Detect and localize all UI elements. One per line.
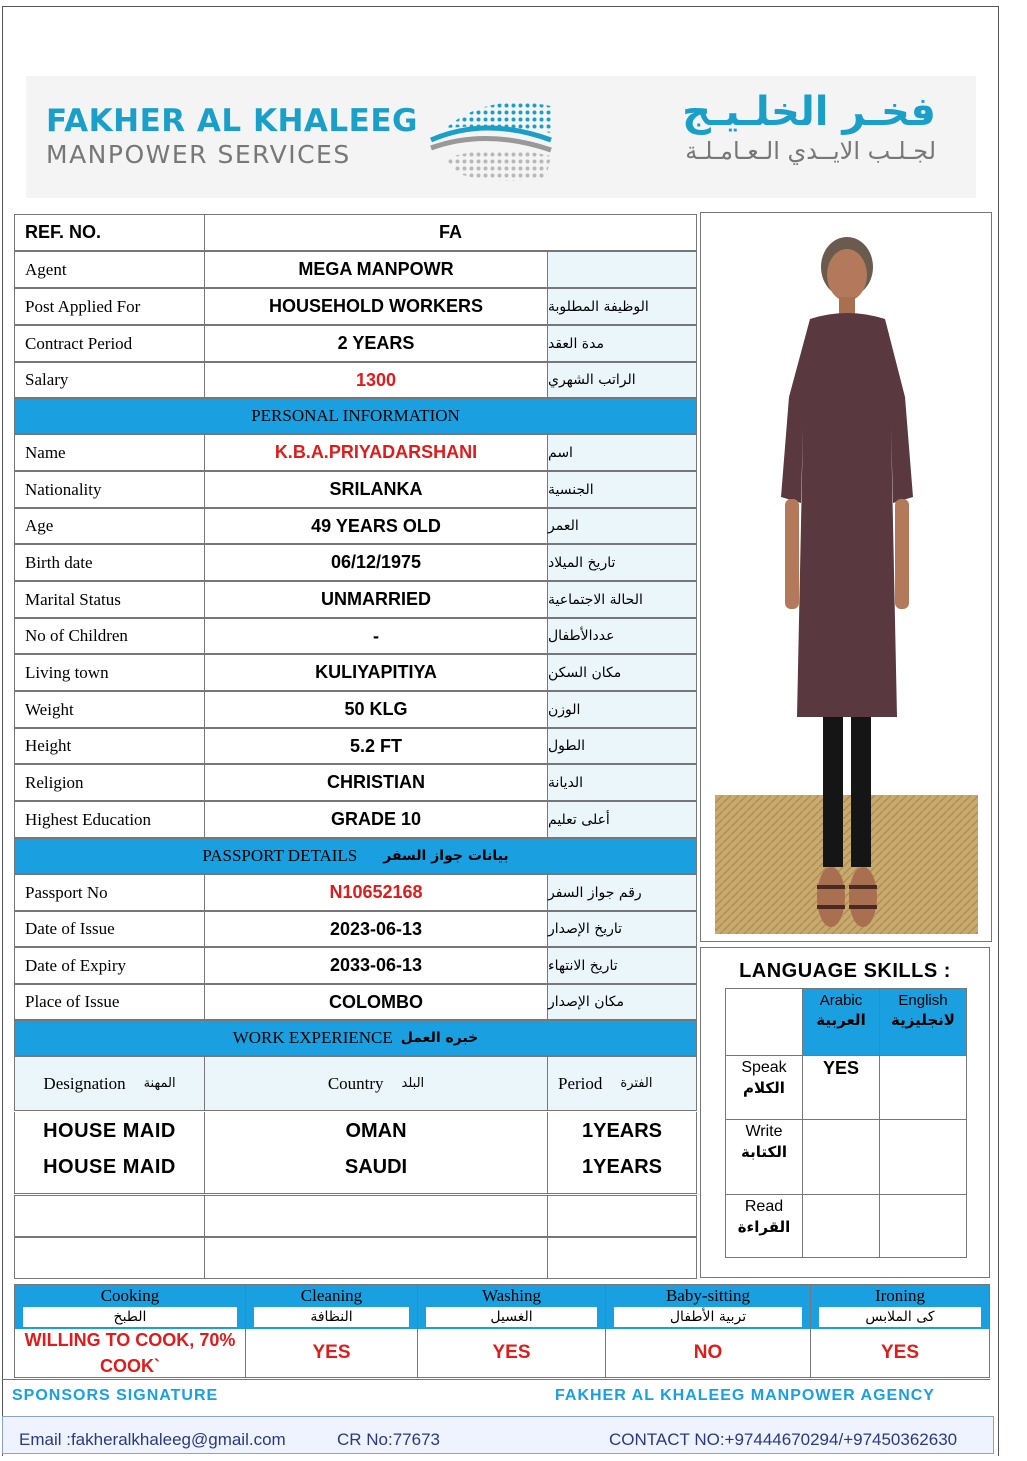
duty-column-ironing [811,1285,989,1377]
duty-label: Ironing [874,1286,926,1305]
field-label: Passport No [14,874,205,911]
field-label-arabic: الحالة الاجتماعية [547,581,697,618]
field-value: 2033-06-13 [204,947,548,984]
work-designation: HOUSE MAID [14,1112,205,1150]
duty-value: WILLING TO COOK, 70% COOK` [24,1330,236,1376]
field-value: GRADE 10 [204,801,548,838]
row-label-arabic: القراءة [737,1217,791,1236]
salary-value: 1300 [204,362,548,398]
table-row-salary [14,362,697,398]
section-title: WORK EXPERIENCE [232,1028,393,1047]
table-row-contract [14,325,697,362]
field-label-arabic: الوظيفة المطلوبة [547,288,697,325]
passport-number-value: N10652168 [204,874,548,911]
field-value: COLOMBO [204,984,548,1020]
duty-column-cleaning [246,1285,418,1377]
table-row-agent [14,251,697,288]
header-label: Arabic [819,992,863,1009]
field-label-arabic: تاريخ الميلاد [547,544,697,581]
work-experience-row [14,1112,697,1150]
table-row-town [14,654,697,691]
field-label-arabic: أعلى تعليم [547,801,697,838]
company-header [26,76,976,198]
brand-name: FAKHER AL KHALEEG [46,103,418,139]
agency-signature-label: FAKHER AL KHALEEG MANPOWER AGENCY [555,1387,935,1404]
table-row-nationality [14,471,697,508]
speak-english-value [879,1055,967,1120]
header-label-arabic: الفترة [620,1076,653,1091]
field-value: 06/12/1975 [204,544,548,581]
work-country: OMAN [204,1112,548,1150]
field-value: 5.2 FT [204,728,548,764]
work-country: SAUDI [204,1150,548,1193]
field-label-arabic: مدة العقد [547,325,697,362]
corner-cell [725,988,803,1056]
field-value: UNMARRIED [204,581,548,618]
empty-cell [14,1237,205,1279]
duty-label: Cooking [100,1286,160,1305]
field-label-arabic: الديانة [547,764,697,801]
table-row-passport-no [14,874,697,911]
field-label-arabic: الجنسية [547,471,697,508]
speak-arabic-value: YES [802,1055,880,1120]
brand-subtitle-arabic: لجـلـب الايــدي الـعـامـلـة [685,137,936,165]
duty-label-arabic: كى الملابس [819,1307,981,1327]
row-label-write [725,1119,803,1195]
field-label-arabic: عددالأطفال [547,618,697,654]
section-title: PERSONAL INFORMATION [251,406,460,425]
duty-header [418,1285,605,1329]
duty-label: Baby-sitting [665,1286,751,1305]
table-row-weight [14,691,697,728]
row-label: Read [744,1198,784,1215]
field-label-arabic: اسم [547,434,697,471]
field-label-arabic: مكان الإصدار [547,984,697,1020]
field-label: Name [14,434,205,471]
applicant-photo-frame [700,212,992,942]
field-label: Living town [14,654,205,691]
table-row-post [14,288,697,325]
ref-value: FA [204,214,697,251]
contact-number-text: CONTACT NO:+97444670294/+97450362630 [609,1430,958,1449]
work-period: 1YEARS [547,1112,697,1150]
duty-label-arabic: النظافة [254,1307,409,1327]
table-row-ref [14,214,697,251]
section-title-arabic: خبره العمل [400,1030,479,1046]
field-label-arabic: الطول [547,728,697,764]
language-skills-panel [700,947,990,1278]
brand-subtitle: MANPOWER SERVICES [46,140,351,169]
header-label-arabic: البلد [401,1076,425,1091]
work-designation: HOUSE MAID [14,1150,205,1193]
field-label: Post Applied For [14,288,205,325]
language-skills-title: LANGUAGE SKILLS : [739,960,951,982]
duty-column-cooking [15,1285,246,1377]
empty-cell [204,1195,548,1237]
field-label-arabic: رقم جواز السفر [547,874,697,911]
empty-cell [204,1237,548,1279]
row-label: Speak [741,1059,787,1076]
work-period: 1YEARS [547,1150,697,1193]
table-row-height [14,728,697,764]
read-english-value [879,1194,967,1258]
table-row-issue-place [14,984,697,1020]
work-experience-row-empty [14,1237,697,1279]
table-row-expiry-date [14,947,697,984]
section-title: PASSPORT DETAILS [202,846,358,865]
section-title-arabic: بيانات جواز السفر [383,848,509,864]
field-value: MEGA MANPOWR [204,251,548,288]
empty-cell [547,1195,697,1237]
work-experience-row-empty [14,1195,697,1237]
signature-row [2,1379,990,1412]
header-label: Period [558,1073,603,1093]
table-row-name [14,434,697,471]
table-row-education [14,801,697,838]
duty-value: YES [492,1342,531,1363]
field-label-arabic [547,251,697,288]
contact-footer [2,1416,994,1454]
field-value: - [204,618,548,654]
section-header-personal [14,398,697,434]
sponsor-signature-label: SPONSORS SIGNATURE [12,1387,219,1404]
duty-value: YES [880,1342,920,1363]
work-experience-row [14,1150,697,1194]
field-label: Contract Period [14,325,205,362]
name-value: K.B.A.PRIYADARSHANI [204,434,548,471]
field-label-arabic: تاريخ الإصدار [547,911,697,947]
field-label: Religion [14,764,205,801]
empty-cell [547,1237,697,1279]
field-label: Age [14,508,205,544]
email-text: Email :fakheralkhaleeg@gmail.com [19,1430,286,1449]
field-label: Birth date [14,544,205,581]
header-label: Designation [43,1073,126,1093]
field-label: Marital Status [14,581,205,618]
field-label: Agent [14,251,205,288]
table-row-issue-date [14,911,697,947]
table-row-marital [14,581,697,618]
table-row-religion [14,764,697,801]
table-row-birthdate [14,544,697,581]
field-label-arabic: الراتب الشهري [547,362,697,398]
header-label: English [898,992,948,1009]
brand-english [46,103,418,170]
duty-header [15,1285,245,1329]
column-header-english [879,988,967,1056]
brand-arabic [586,90,936,167]
field-value: SRILANKA [204,471,548,508]
duty-column-baby-sitting [606,1285,811,1377]
field-value: 49 YEARS OLD [204,508,548,544]
read-arabic-value [802,1194,880,1258]
header-label-arabic: المهنة [143,1076,176,1091]
brand-name-arabic: فخـر الخلـيـج [682,89,936,135]
dotted-wave-logo-icon [426,88,556,186]
applicant-photo [715,227,978,934]
field-label-arabic: الوزن [547,691,697,728]
field-label: Date of Expiry [14,947,205,984]
header-label-arabic: العربية [816,1010,866,1029]
field-label: Place of Issue [14,984,205,1020]
row-label-arabic: الكتابة [741,1142,787,1161]
field-label: Nationality [14,471,205,508]
work-experience-header [14,1056,697,1111]
header-label-arabic: لانجليزية [891,1010,955,1029]
row-label-arabic: الكلام [743,1078,785,1097]
field-value: HOUSEHOLD WORKERS [204,288,548,325]
cr-number-text: CR No:77673 [337,1430,441,1449]
table-row-age [14,508,697,544]
field-label-arabic: مكان السكن [547,654,697,691]
field-label: Height [14,728,205,764]
column-header-designation [14,1056,205,1111]
empty-cell [14,1195,205,1237]
duty-value: YES [312,1342,351,1363]
header-label: Country [327,1073,384,1093]
column-header-country [204,1056,548,1111]
table-row-children [14,618,697,654]
duty-header [606,1285,810,1329]
language-skills-table [725,988,967,1258]
row-label-read [725,1194,803,1258]
ref-label: REF. NO. [14,214,205,251]
field-label: Weight [14,691,205,728]
section-header-work [14,1020,697,1056]
duty-label-arabic: الغسيل [426,1307,597,1327]
write-arabic-value [802,1119,880,1195]
field-value: 50 KLG [204,691,548,728]
duty-value: NO [693,1342,723,1363]
duty-column-washing [418,1285,606,1377]
field-label-arabic: العمر [547,508,697,544]
column-header-arabic [802,988,880,1056]
write-english-value [879,1119,967,1195]
field-label: Highest Education [14,801,205,838]
field-value: CHRISTIAN [204,764,548,801]
row-label-speak [725,1055,803,1120]
household-duties-table [14,1284,990,1378]
field-value: KULIYAPITIYA [204,654,548,691]
field-value: 2 YEARS [204,325,548,362]
row-label: Write [745,1123,783,1140]
duty-header [811,1285,989,1329]
field-label-arabic: تاريخ الانتهاء [547,947,697,984]
column-header-period [547,1056,697,1111]
duty-label: Washing [481,1286,542,1305]
duty-label: Cleaning [300,1286,363,1305]
duty-label-arabic: تربية الأطفال [614,1307,802,1327]
duty-label-arabic: الطبخ [23,1307,237,1327]
field-label: Date of Issue [14,911,205,947]
field-label: No of Children [14,618,205,654]
duty-header [246,1285,417,1329]
field-value: 2023-06-13 [204,911,548,947]
field-label: Salary [14,362,205,398]
section-header-passport [14,838,697,874]
